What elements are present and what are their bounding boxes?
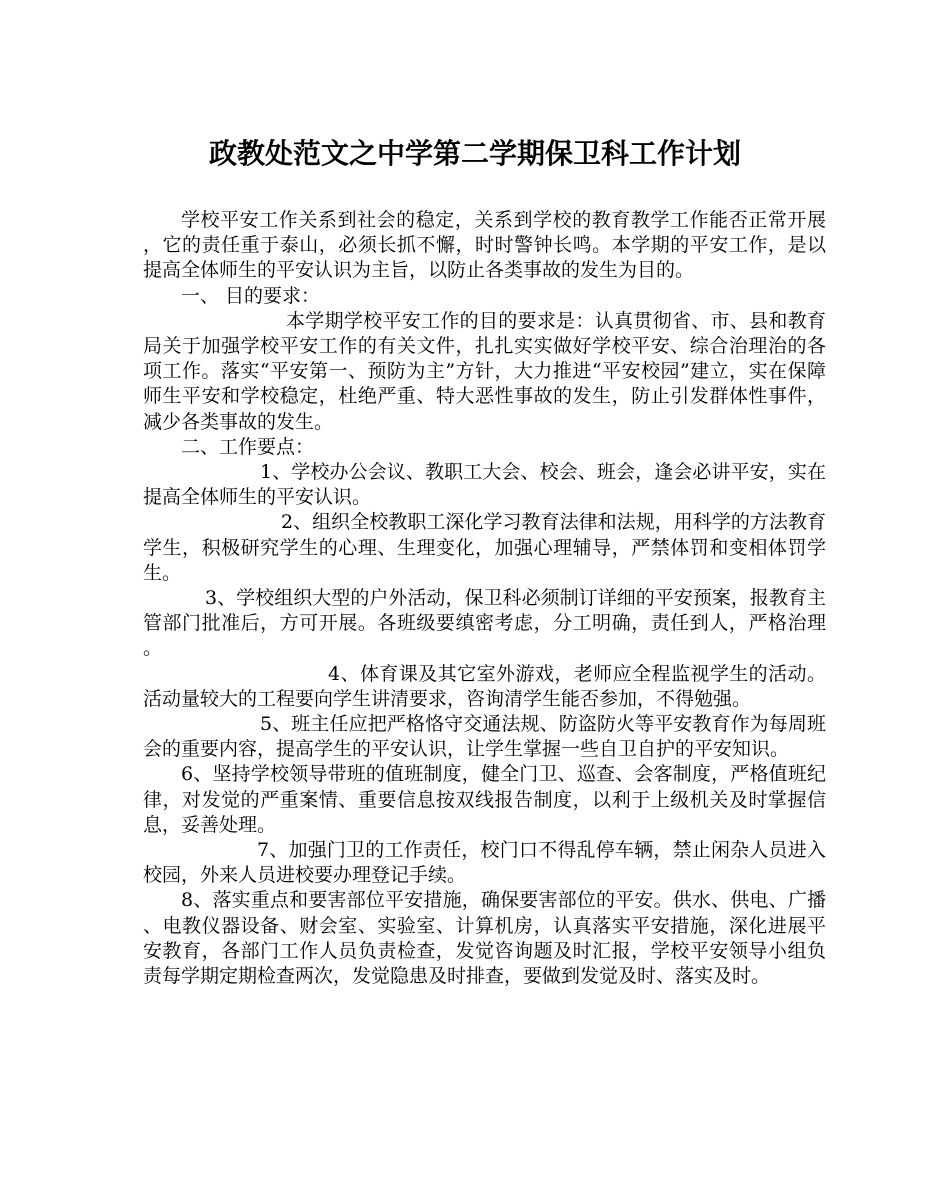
paragraph: 2、组织全校教职工深化学习教育法律和法规，用科学的方法教育学生，积极研究学生的心理、生理变化，加强心理辅导，严禁体罚和变相体罚学生。	[143, 511, 826, 584]
paragraph: 1、学校办公会议、教职工大会、校会、班会，逢会必讲平安，实在提高全体师生的平安认识。	[143, 461, 826, 509]
paragraph: 6、坚持学校领导带班的值班制度，健全门卫、巡查、会客制度，严格值班纪律，对发觉的严重案情、重要信息按双线报告制度，以利于上级机关及时掌握信息，妥善处理。	[143, 763, 826, 836]
paragraph: 3、学校组织大型的户外活动，保卫科必须制订详细的平安预案，报教育主管部门批准后，方可开展。各班级要缜密考虑，分工明确，责任到人，严格治理。	[143, 587, 826, 660]
paragraph: 本学期学校平安工作的目的要求是：认真贯彻省、市、县和教育局关于加强学校平安工作的有关文件，扎扎实实做好学校平安、综合治理治的各项工作。落实“平安第一、预防为主”方针，大力推进“平安校园”建立，实在保障师生平安和学校稳定，杜绝严重、特大恶性事故的发生，防止引发群体性事件，减少各类事故的发生。	[143, 309, 826, 433]
document-title: 政教处范文之中学第二学期保卫科工作计划	[208, 137, 741, 170]
paragraph: 7、加强门卫的工作责任，校门口不得乱停车辆，禁止闲杂人员进入校园，外来人员进校要办理登记手续。	[143, 839, 826, 887]
paragraph: 5、班主任应把严格恪守交通法规、防盗防火等平安教育作为每周班会的重要内容，提高学生的平安认识，让学生掌握一些自卫自护的平安知识。	[143, 713, 826, 761]
document-body	[143, 208, 826, 989]
paragraph: 二、工作要点：	[181, 435, 315, 458]
paragraph: 学校平安工作关系到社会的稳定，关系到学校的教育教学工作能否正常开展，它的责任重于泰山，必须长抓不懈，时时警钟长鸣。本学期的平安工作，是以提高全体师生的平安认识为主旨，以防止各类事故的发生为目的。	[143, 209, 826, 282]
paragraph: 8、落实重点和要害部位平安措施，确保要害部位的平安。供水、供电、广播、电教仪器设备、财会室、实验室、计算机房，认真落实平安措施，深化进展平安教育，各部门工作人员负责检查，发觉咨询题及时汇报，学校平安领导小组负责每学期定期检查两次，发觉隐患及时排查，要做到发觉及时、落实及时。	[143, 889, 826, 988]
paragraph: 4、体育课及其它室外游戏，老师应全程监视学生的活动。活动量较大的工程要向学生讲清要求，咨询清学生能否参加，不得勉强。	[143, 662, 826, 710]
paragraph: 一、 目的要求：	[181, 284, 321, 307]
